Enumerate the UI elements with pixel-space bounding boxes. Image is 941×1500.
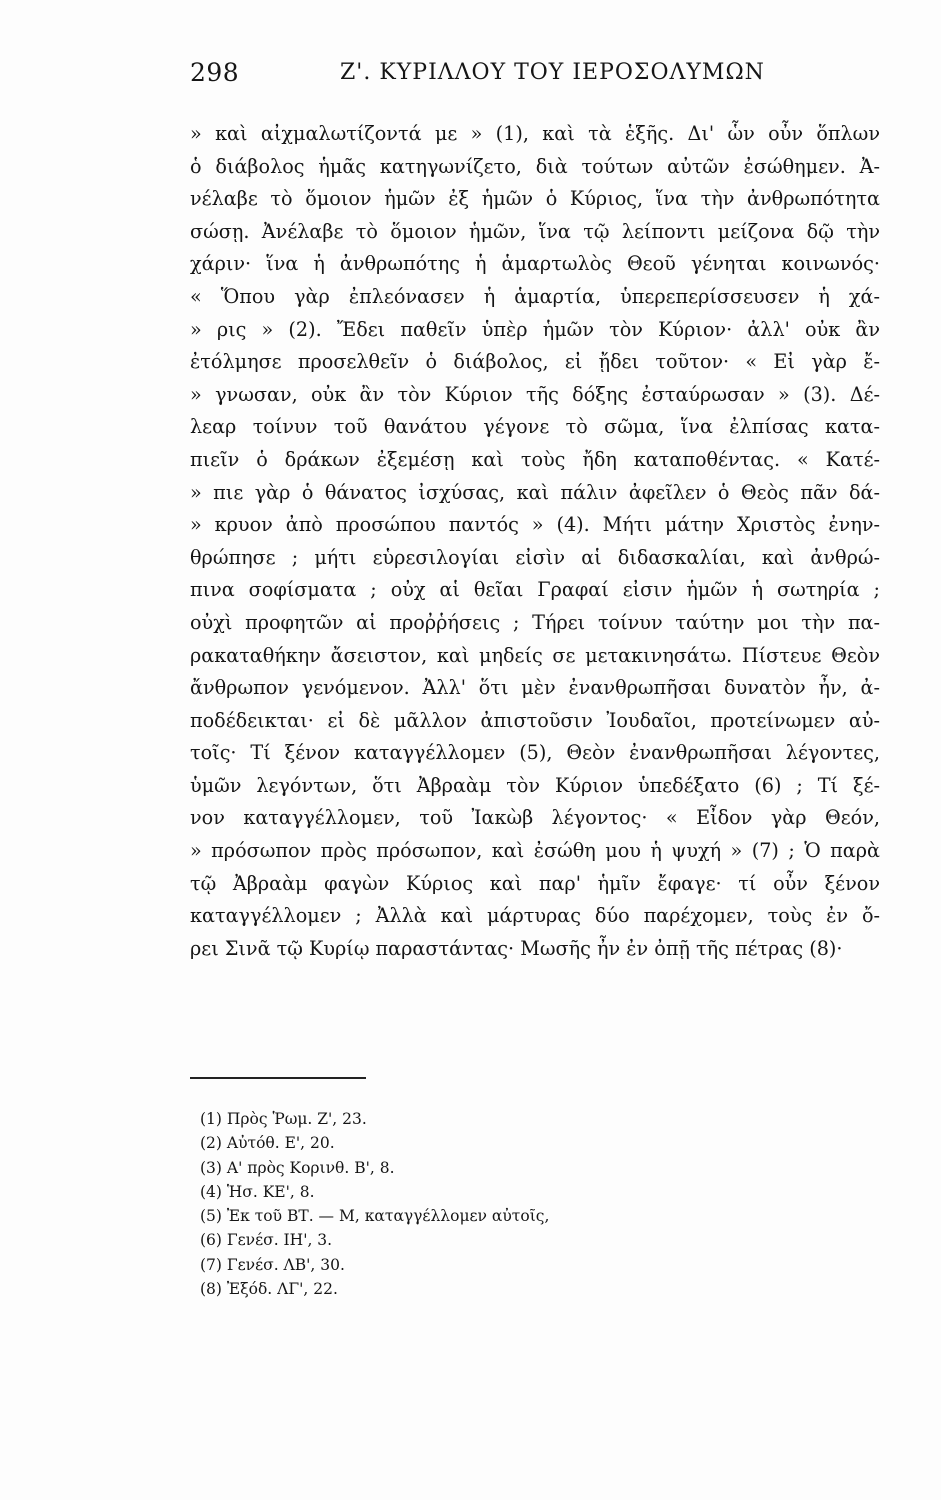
text-line: ποδέδεικται· εἰ δὲ μᾶλλον ἀπιστοῦσιν Ἰουδαῖοι, προτείνωμεν αὐ- bbox=[190, 708, 880, 732]
text-line: τοῖς· Τί ξένον καταγγέλλομεν (5), Θεὸν ἐνανθρωπῆσαι λέγοντες, bbox=[190, 741, 880, 765]
footnote: (3) Α' πρὸς Κορινθ. Β', 8. bbox=[200, 1158, 395, 1177]
text-line: καταγγέλλομεν ; Ἀλλὰ καὶ μάρτυρας δύο παρέχομεν, τοὺς ἐν ὄ- bbox=[190, 904, 880, 928]
text-line: ἄνθρωπον γενόμενον. Ἀλλ' ὅτι μὲν ἐνανθρωπῆσαι δυνατὸν ἦν, ἀ- bbox=[190, 676, 880, 700]
text-line: νέλαβε τὸ ὅμοιον ἡμῶν ἐξ ἡμῶν ὁ Κύριος, ἵνα τὴν ἀνθρωπότητα bbox=[190, 187, 880, 211]
text-line: » καὶ αἰχμαλωτίζοντά με » (1), καὶ τὰ ἑξῆς. Δι' ὧν οὖν ὅπλων bbox=[190, 122, 880, 145]
text-line: ρακαταθήκην ἄσειστον, καὶ μηδείς σε μετακινησάτω. Πίστευε Θεὸν bbox=[190, 643, 880, 667]
text-line: θρώπησε ; μήτι εὑρεσιλογίαι εἰσὶν αἱ διδασκαλίαι, καὶ ἀνθρώ- bbox=[190, 545, 880, 569]
footnote: (7) Γενέσ. ΛΒ', 30. bbox=[200, 1255, 345, 1274]
footnote-divider bbox=[190, 1077, 366, 1079]
text-line: » πιε γὰρ ὁ θάνατος ἰσχύσας, καὶ πάλιν ἀφεῖλεν ὁ Θεὸς πᾶν δά- bbox=[190, 480, 880, 504]
main-text bbox=[190, 118, 880, 965]
text-line: » πρόσωπον πρὸς πρόσωπον, καὶ ἐσώθη μου ἡ ψυχή » (7) ; Ὁ παρὰ bbox=[190, 839, 880, 863]
text-line: » κρυον ἀπὸ προσώπου παντός » (4). Μήτι μάτην Χριστὸς ἐνην- bbox=[190, 513, 880, 537]
text-line: ὑμῶν λεγόντων, ὅτι Ἀβραὰμ τὸν Κύριον ὑπεδέξατο (6) ; Τί ξέ- bbox=[190, 773, 880, 797]
text-line: σώσῃ. Ἀνέλαβε τὸ ὅμοιον ἡμῶν, ἵνα τῷ λείποντι μείζονα δῷ τὴν bbox=[190, 219, 880, 243]
footnote: (2) Αὐτόθ. Ε', 20. bbox=[200, 1134, 335, 1153]
footnote: (5) Ἐκ τοῦ ΒΤ. — Μ, καταγγέλλομεν αὐτοῖς, bbox=[200, 1207, 550, 1226]
text-line: νον καταγγέλλομεν, τοῦ Ἰακὼβ λέγοντος· « Εἶδον γὰρ Θεόν, bbox=[190, 806, 880, 830]
text-line: ἐτόλμησε προσελθεῖν ὁ διάβολος, εἰ ᾔδει τοῦτον· « Εἰ γὰρ ἔ- bbox=[190, 350, 880, 374]
page-number: 298 bbox=[190, 58, 240, 87]
text-line: » γνωσαν, οὐκ ἂν τὸν Κύριον τῆς δόξης ἐσταύρωσαν » (3). Δέ- bbox=[190, 382, 880, 406]
footnote: (6) Γενέσ. ΙΗ', 3. bbox=[200, 1231, 333, 1250]
text-line: λεαρ τοίνυν τοῦ θανάτου γέγονε τὸ σῶμα, ἵνα ἐλπίσας κατα- bbox=[190, 415, 880, 439]
footnote: (8) Ἐξόδ. ΛΓ', 22. bbox=[200, 1280, 338, 1299]
footnote: (4) Ἡσ. ΚΕ', 8. bbox=[200, 1182, 315, 1201]
text-line: οὐχὶ προφητῶν αἱ προῤῥήσεις ; Τήρει τοίνυν ταύτην μοι τὴν πα- bbox=[190, 610, 880, 634]
text-line: χάριν· ἵνα ἡ ἀνθρωπότης ἡ ἁμαρτωλὸς Θεοῦ γένηται κοινωνός· bbox=[190, 252, 880, 276]
text-line: πιεῖν ὁ δράκων ἐξεμέσῃ καὶ τοὺς ἤδη καταποθέντας. « Κατέ- bbox=[190, 447, 880, 471]
footnote: (1) Πρὸς Ῥωμ. Ζ', 23. bbox=[200, 1110, 367, 1128]
text-line: ὁ διάβολος ἡμᾶς κατηγωνίζετο, διὰ τούτων αὐτῶν ἐσώθημεν. Ἀ- bbox=[190, 154, 880, 178]
text-line: « Ὅπου γὰρ ἐπλεόνασεν ἡ ἁμαρτία, ὑπερεπερίσσευσεν ἡ χά- bbox=[190, 284, 880, 308]
text-line: πινα σοφίσματα ; οὐχ αἱ θεῖαι Γραφαί εἰσιν ἡμῶν ἡ σωτηρία ; bbox=[190, 578, 880, 602]
page-header bbox=[190, 58, 880, 94]
text-line: » ρις » (2). Ἔδει παθεῖν ὑπὲρ ἡμῶν τὸν Κύριον· ἀλλ' οὐκ ἂν bbox=[190, 317, 880, 341]
footnotes bbox=[200, 1107, 549, 1301]
running-title: Ζ'. ΚΥΡΙΛΛΟΥ ΤΟΥ ΙΕΡΟΣΟΛΥΜΩΝ bbox=[340, 60, 765, 85]
text-line: ρει Σινᾶ τῷ Κυρίῳ παραστάντας· Μωσῆς ἦν ἐν ὀπῇ τῆς πέτρας (8)· bbox=[190, 936, 843, 960]
text-line: τῷ Ἀβραὰμ φαγὼν Κύριος καὶ παρ' ἡμῖν ἔφαγε· τί οὖν ξένον bbox=[190, 871, 880, 895]
